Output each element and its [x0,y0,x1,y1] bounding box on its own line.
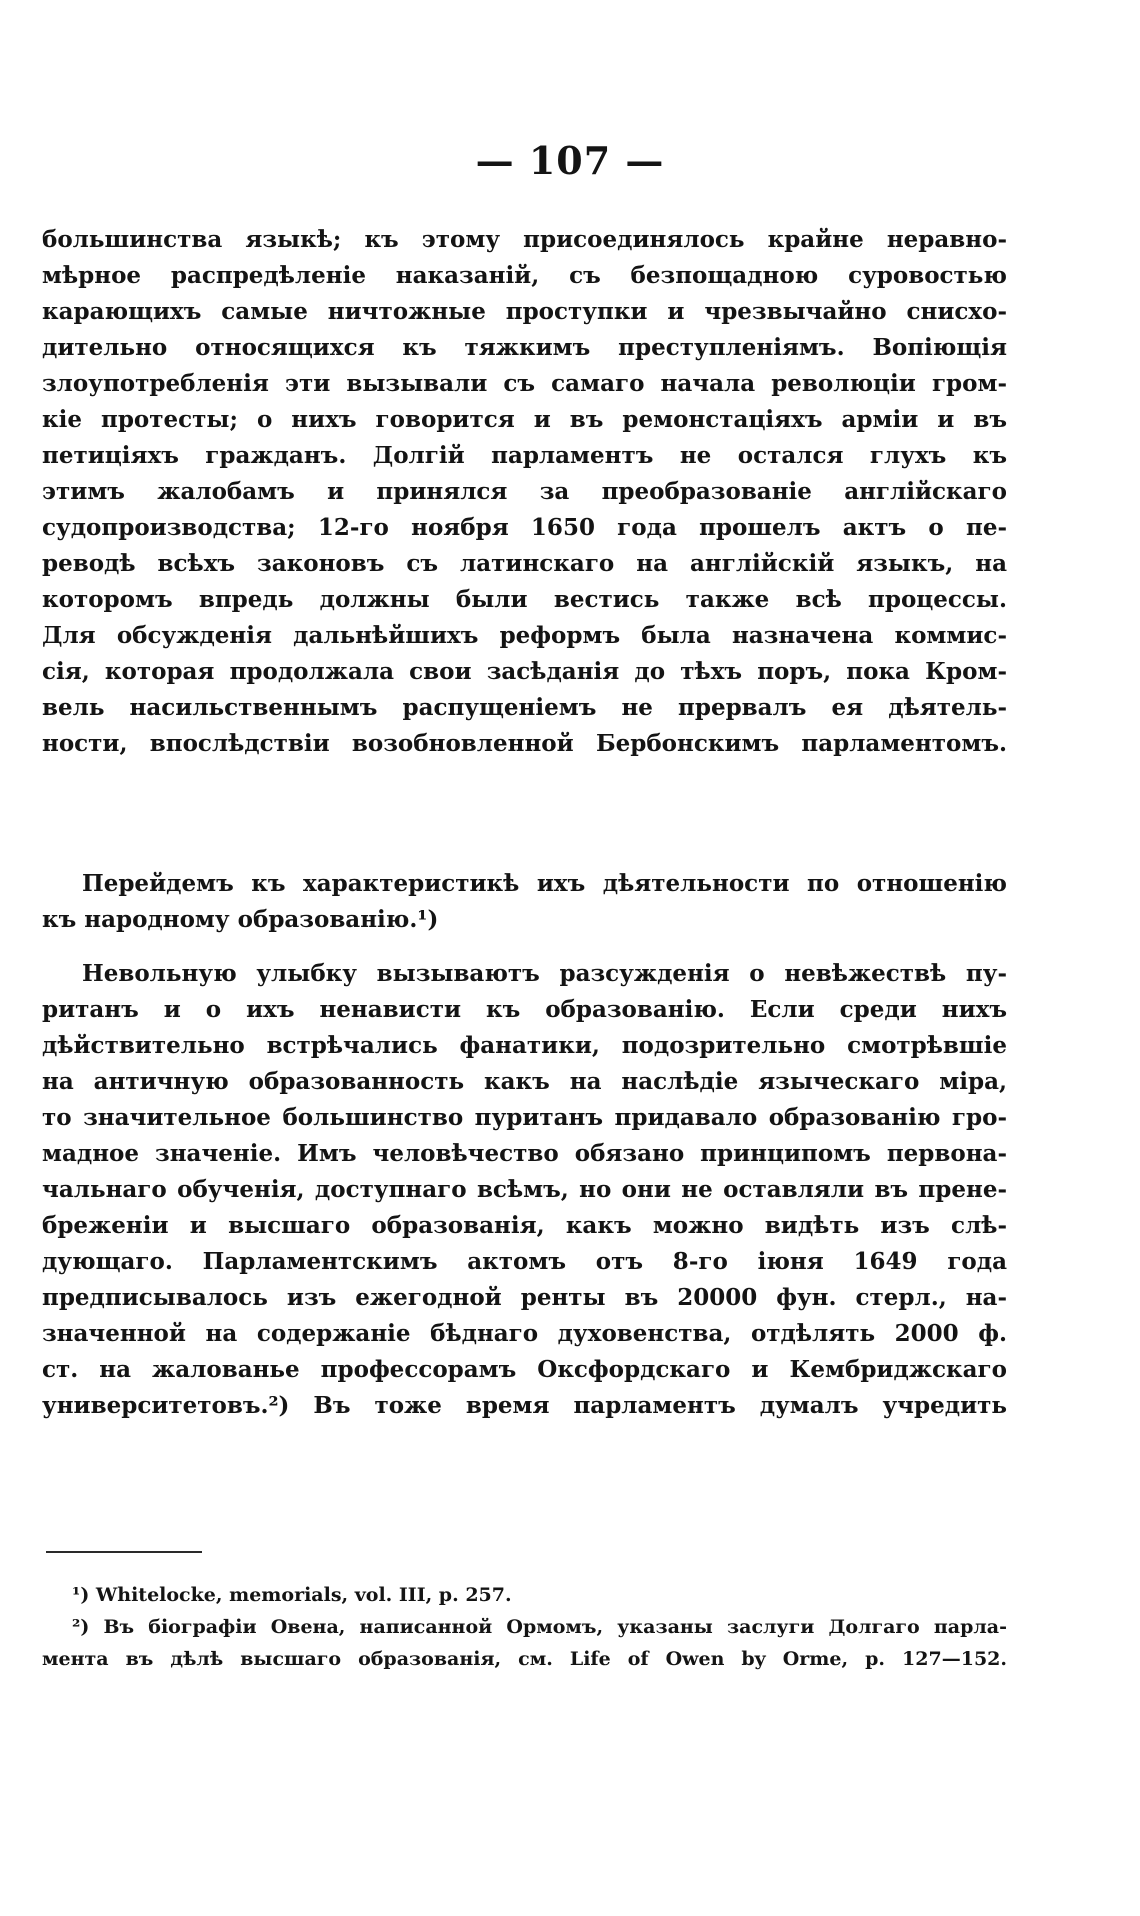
footnote-2-line: мента въ дѣлѣ высшаго образованія, см. Life of Owen by Orme, p. 127—152. [42,1648,1007,1670]
text-line: большинства языкѣ; къ этому присоединялось крайне неравно- [42,226,1007,253]
text-line: карающихъ самые ничтожные проступки и чрезвычайно снисхо- [42,298,1007,325]
text-line: ританъ и о ихъ ненависти къ образованію. Если среди нихъ [42,996,1007,1023]
text-line: злоупотребленія эти вызывали съ самаго начала революціи гром- [42,370,1007,397]
text-line: которомъ впредь должны были вестись также всѣ процессы. [42,586,1007,613]
text-line: вель насильственнымъ распущеніемъ не прервалъ ея дѣятель- [42,694,1007,721]
footnote-divider [46,1551,202,1553]
text-line: мѣрное распредѣленіе наказаній, съ безпощадною суровостью [42,262,1007,289]
footnote-1: ¹) Whitelocke, memorials, vol. III, p. 257. [72,1584,512,1606]
text-line: бреженіи и высшаго образованія, какъ можно видѣть изъ слѣ- [42,1212,1007,1239]
text-line: петиціяхъ гражданъ. Долгій парламентъ не остался глухъ къ [42,442,1007,469]
text-line: на античную образованность какъ на наслѣдіе языческаго міра, [42,1068,1007,1095]
text-line: дующаго. Парламентскимъ актомъ отъ 8-го іюня 1649 года [42,1248,1007,1275]
text-line: Для обсужденія дальнѣйшихъ реформъ была назначена коммис- [42,622,1007,649]
text-line: реводѣ всѣхъ законовъ съ латинскаго на англійскій языкъ, на [42,550,1007,577]
text-line: чальнаго обученія, доступнаго всѣмъ, но они не оставляли въ прене- [42,1176,1007,1203]
footnote-2-line: ²) Въ біографіи Овена, написанной Ормомъ, указаны заслуги Долгаго парла- [72,1616,1007,1638]
page-number: — 107 — [475,138,665,183]
text-line: судопроизводства; 12-го ноября 1650 года прошелъ актъ о пе- [42,514,1007,541]
text-line: Невольную улыбку вызываютъ разсужденія о невѣжествѣ пу- [82,960,1007,987]
text-line: Перейдемъ къ характеристикѣ ихъ дѣятельности по отношенію [82,870,1007,897]
text-line: предписывалось изъ ежегодной ренты въ 20000 фун. стерл., на- [42,1284,1007,1311]
text-line: мадное значеніе. Имъ человѣчество обязано принципомъ первона- [42,1140,1007,1167]
text-line: ст. на жалованье профессорамъ Оксфордскаго и Кембриджскаго [42,1356,1007,1383]
paragraph-3 [42,956,1007,1424]
text-line: дѣйствительно встрѣчались фанатики, подозрительно смотрѣвшіе [42,1032,1007,1059]
text-line: университетовъ.²) Въ тоже время парламентъ думалъ учредить [42,1392,1007,1419]
text-line: ности, впослѣдствіи возобновленной Бербонскимъ парламентомъ. [42,730,1007,757]
text-line: значенной на содержаніе бѣднаго духовенства, отдѣлять 2000 ф. [42,1320,1007,1347]
paragraph-1 [42,222,1007,762]
text-line: кіе протесты; о нихъ говорится и въ ремонстаціяхъ арміи и въ [42,406,1007,433]
paragraph-2 [42,866,1007,938]
text-line: къ народному образованію.¹) [42,906,439,933]
text-line: дительно относящихся къ тяжкимъ преступленіямъ. Вопіющія [42,334,1007,361]
footnotes [42,1579,1007,1675]
text-line: этимъ жалобамъ и принялся за преобразованіе англійскаго [42,478,1007,505]
text-line: то значительное большинство пуританъ придавало образованію гро- [42,1104,1007,1131]
text-line: сія, которая продолжала свои засѣданія до тѣхъ поръ, пока Кром- [42,658,1007,685]
